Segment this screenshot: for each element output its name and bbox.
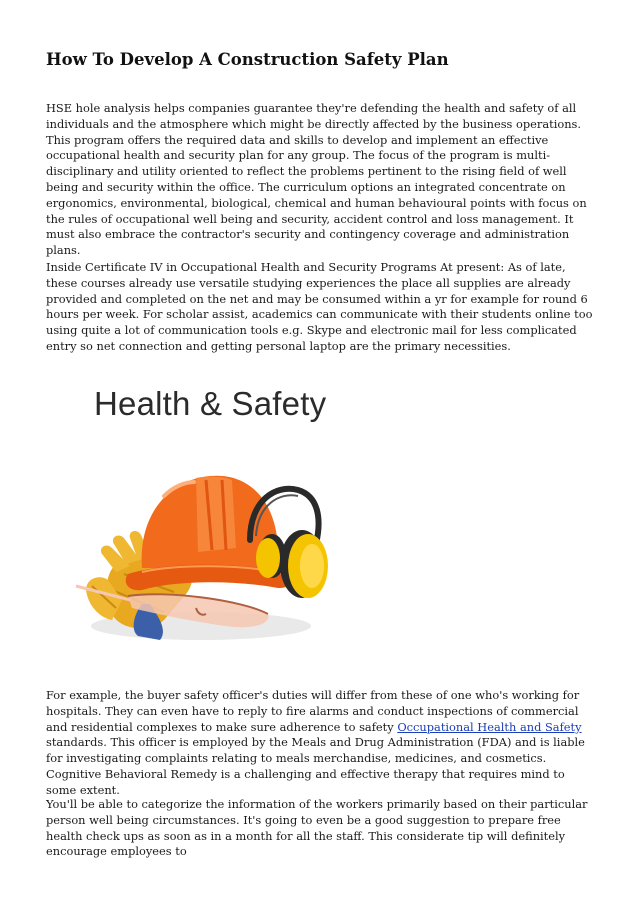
image-caption-title: Health & Safety [94,385,327,422]
paragraph-intro: HSE hole analysis helps companies guarantee they're defending the health and safety of all individuals and the atmosphere which might be directly affected by the business operations. This program offers the required data and skills to develop and implement an effective occupational health and security plan for any group. The focus of the program is multi-disciplinary and utility oriented to reflect the problems pertinent to the rising field of well being and security within the office. The curriculum options an integrated concentrate on ergonomics, environmental, biological, chemical and human behavioural points with focus on the rules of occupational well being and security, accident control and loss management. It must also embrace the contractor's security and contingency coverage and administration plans. [46,101,587,258]
paragraph-certificate: Inside Certificate IV in Occupational Health and Security Programs At present: As of late, these courses already use versatile studying experiences the place all supplies are already provided and completed on the net and may be consumed within a yr for example for round 6 hours per week. For scholar assist, academics can communicate with their students online too using quite a lot of communication tools e.g. Skype and electronic mail for less complicated entry so net connection and getting personal laptop are the primary necessities. [46,260,593,353]
page-title: How To Develop A Construction Safety Plan [46,50,449,69]
paragraph-text: standards. This officer is employed by the Meals and Drug Administration (FDA) and is liable for investigating complaints relating to meals merchandise, medicines, and cosmetics. Cognitive Behavioral Remedy is a challenging and effective therapy that requires mind to some extent. [46,735,585,797]
paragraph-categorize: You'll be able to categorize the information of the workers primarily based on their particular person well being circumstances. It's going to even be a good suggestion to prepare free health check ups as soon as in a month for all the staff. This considerate tip will definitely encourage employees to [46,797,588,859]
paragraph-text: For example, the buyer safety officer's duties will differ from these of one who's working for hospitals. They can even have to reply to fire alarms and conduct inspections of commercial and residential complexes to make sure adherence to safety [46,688,580,734]
health-safety-image [46,368,346,668]
ohs-link[interactable]: Occupational Health and Safety [397,719,582,734]
safety-gear-illustration [46,368,346,668]
paragraph-safety-officer [46,688,594,799]
